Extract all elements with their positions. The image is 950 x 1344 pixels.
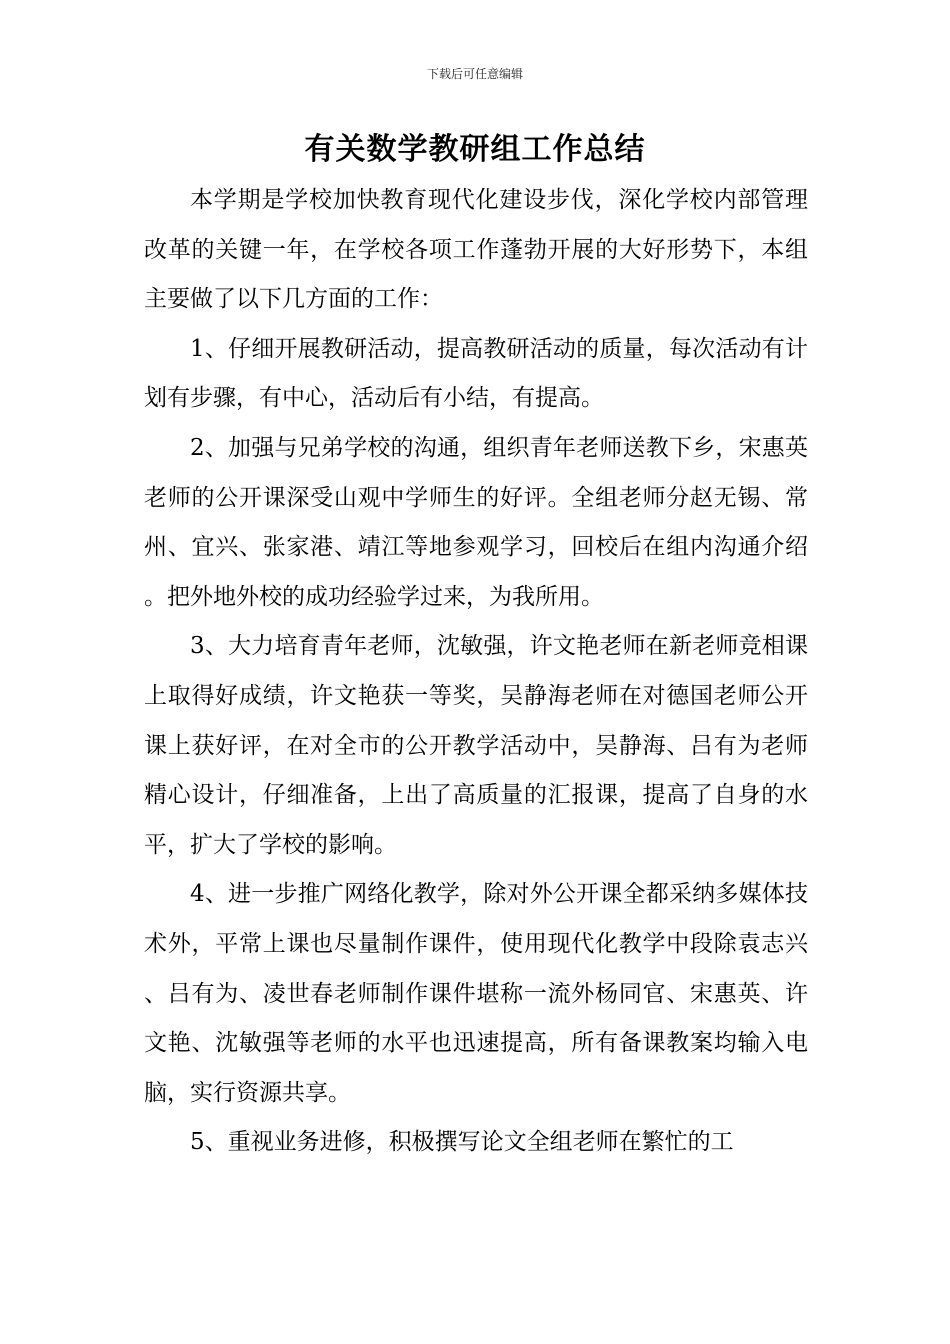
document-body [144, 176, 808, 1168]
paragraph-item-2: 2、加强与兄弟学校的沟通，组织青年老师送教下乡，宋惠英老师的公开课深受山观中学师生的好评。全组老师分赵无锡、常州、宜兴、张家港、靖江等地参观学习，回校后在组内沟通介绍。把外地外校的成功经验学过来，为我所用。 [144, 434, 808, 610]
paragraph-item-4: 4、进一步推广网络化教学，除对外公开课全都采纳多媒体技术外，平常上课也尽量制作课件，使用现代化教学中段除袁志兴、吕有为、凌世春老师制作课件堪称一流外杨同官、宋惠英、许文艳、沈敏强等老师的水平也迅速提高，所有备课教案均输入电脑，实行资源共享。 [144, 881, 808, 1106]
paragraph-item-5: 5、重视业务进修，积极撰写论文全组老师在繁忙的工 [190, 1129, 734, 1156]
header-note: 下载后可任意编辑 [426, 67, 523, 81]
paragraph-intro: 本学期是学校加快教育现代化建设步伐，深化学校内部管理改革的关键一年，在学校各项工作蓬勃开展的大好形势下，本组主要做了以下几方面的工作： [144, 187, 808, 313]
paragraph-item-3: 3、大力培育青年老师，沈敏强，许文艳老师在新老师竞相课上取得好成绩，许文艳获一等奖，吴静海老师在对德国老师公开课上获好评，在对全市的公开教学活动中，吴静海、吕有为老师精心设计，仔细准备，上出了高质量的汇报课，提高了自身的水平，扩大了学校的影响。 [144, 633, 808, 858]
document-title: 有关数学教研组工作总结 [304, 132, 646, 167]
paragraph-item-1: 1、仔细开展教研活动，提高教研活动的质量，每次活动有计划有步骤，有中心，活动后有小结，有提高。 [144, 335, 808, 412]
